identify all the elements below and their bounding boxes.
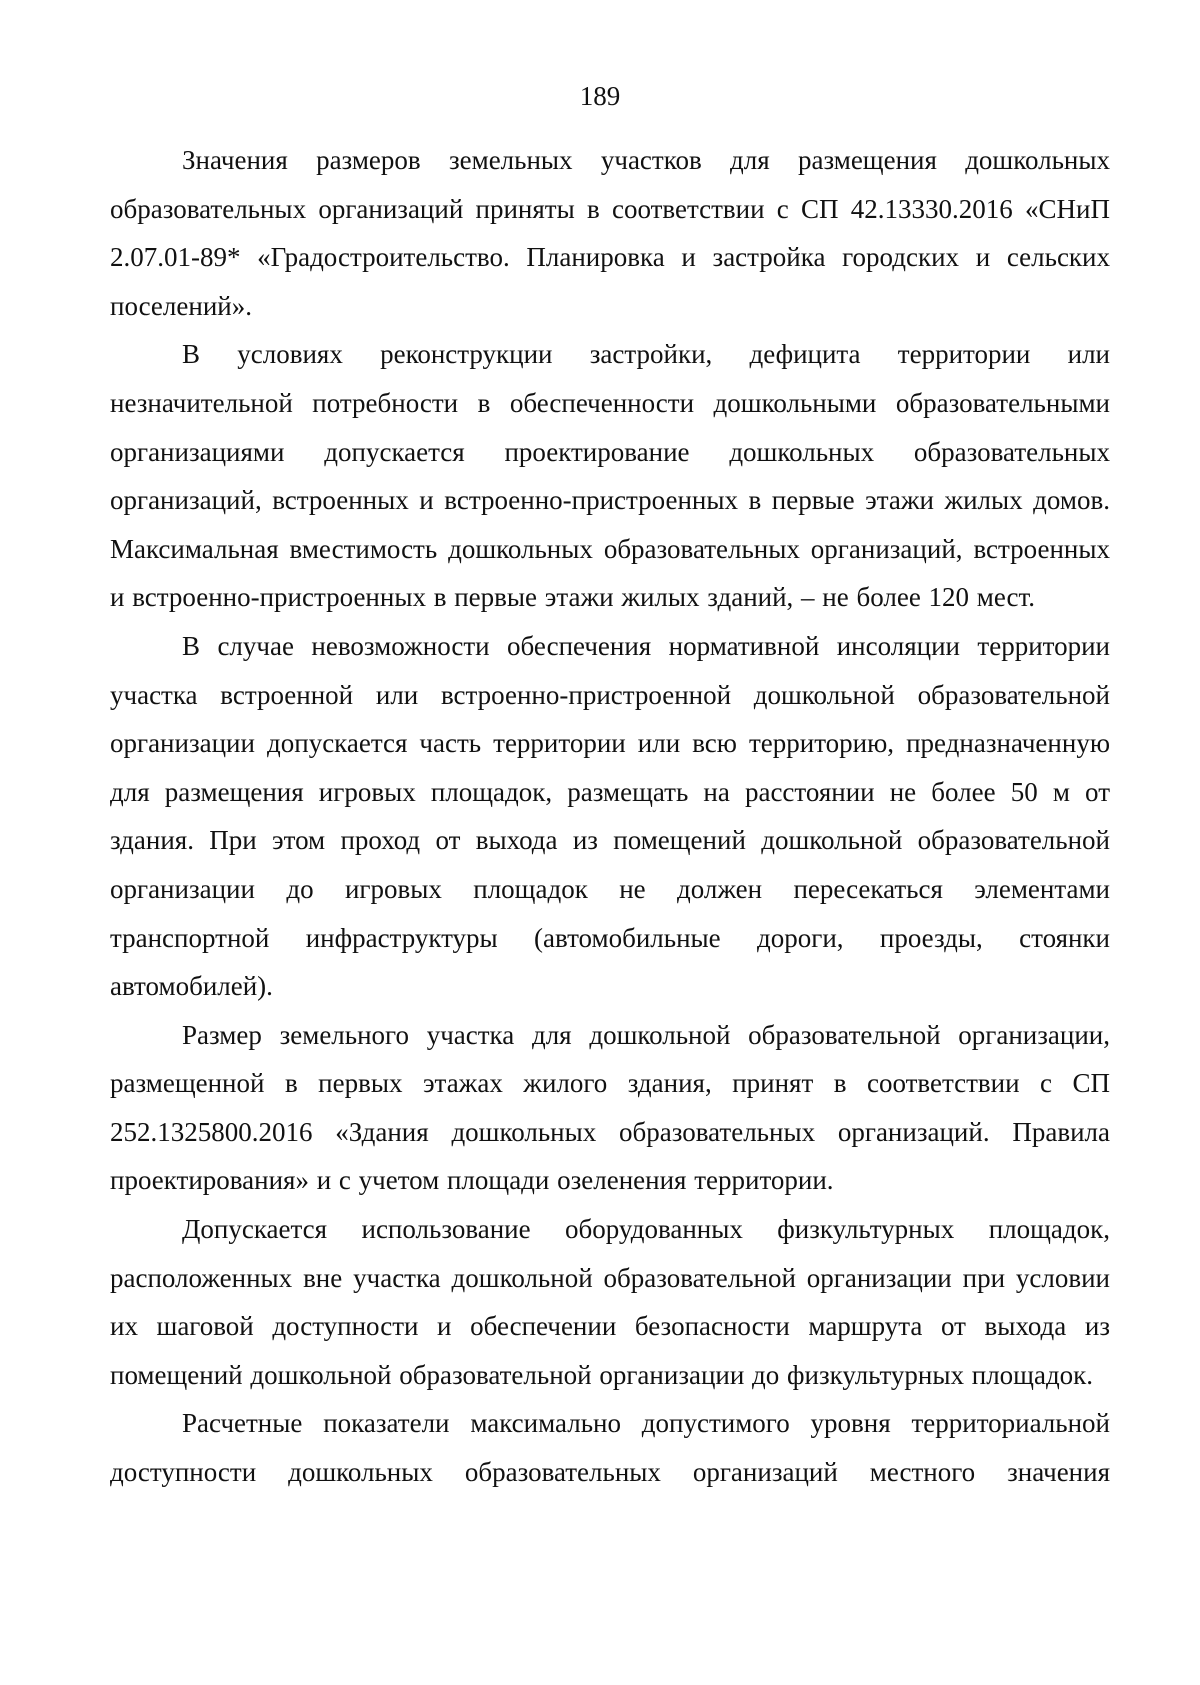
paragraph-plot-size-first-floors: Размер земельного участка для дошкольной образовательной организации, размещенной в первых этажах жилого здания, принят в соответствии с СП 252.1325800.2016 «Здания дошкольных образовательных организаций. Правила проектирования» и с учетом площади озеленения территории. <box>110 1019 1110 1196</box>
page-number: 189 <box>579 81 621 111</box>
paragraph-sports-grounds: Допускается использование оборудованных физкультурных площадок, расположенных вне участка дошкольной образовательной организации при условии их шаговой доступности и обеспечении безопасности маршрута от выхода из помещений дошкольной образовательной организации до физкультурных площадок. <box>110 1214 1110 1390</box>
paragraph-built-in-organizations: В условиях реконструкции застройки, дефицита территории или незначительной потребности в обеспеченности дошкольными образовательными организациями допускается проектирование дошкольных образовательных организаций, встроенных и встроенно-пристроенных в первые этажи жилых домов. Максимальная вместимость дошкольных образовательных организаций, встроенных и встроенно-пристроенных в первые этажи жилых зданий, – не более 120 мест. <box>110 339 1110 613</box>
paragraph-insolation: В случае невозможности обеспечения нормативной инсоляции территории участка встроенной или встроенно-пристроенной дошкольной образовательной организации допускается часть территории или всю территорию, предназначенную для размещения игровых площадок, размещать на расстоянии не более 50 м от здания. При этом проход от выхода из помещений дошкольной образовательной организации до игровых площадок не должен пересекаться элементами транспортной инфраструктуры (автомобильные дороги, проезды, стоянки автомобилей). <box>110 630 1110 1002</box>
document-body <box>110 136 1110 1497</box>
paragraph-accessibility-indicators: Расчетные показатели максимально допустимого уровня территориальной доступности дошкольных образовательных организаций местного значения <box>110 1408 1110 1488</box>
paragraph-land-plot-sizes: Значения размеров земельных участков для размещения дошкольных образовательных организаций приняты в соответствии с СП 42.13330.2016 «СНиП 2.07.01-89* «Градостроительство. Планировка и застройка городских и сельских поселений». <box>110 145 1110 321</box>
